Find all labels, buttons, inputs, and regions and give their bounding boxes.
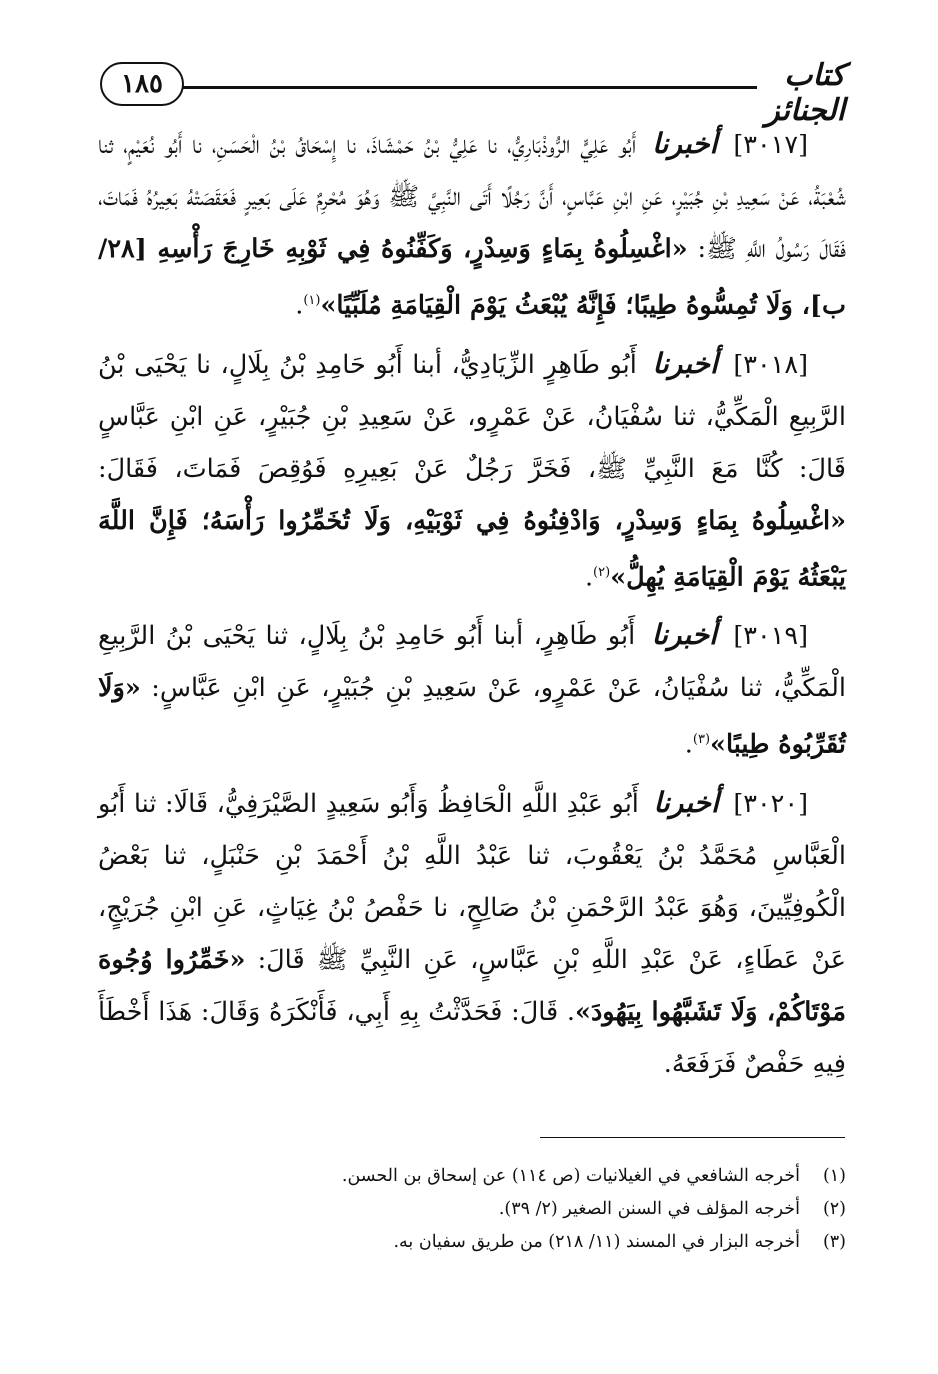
footnote-item bbox=[98, 1226, 846, 1259]
hadith-text: أَبُو عَبْدِ اللَّهِ الْحَافِظُ وَأَبُو سَعِيدٍ الصَّيْرَفِيُّ، قَالَا: ثنا أَبُو الْعَبَّاسِ مُحَمَّدُ بْنُ يَعْقُوبَ، ثنا عَبْدُ اللَّهِ بْنُ أَحْمَدَ بْنِ حَنْبَلٍ، ثنا بَعْضُ الْكُوفِيِّينَ، وَهُوَ عَبْدُ الرَّحْمَنِ بْنُ صَالِحٍ، نا حَفْصُ بْنُ غِيَاثٍ، عَنِ ابْنِ جُرَيْجٍ، عَنْ عَطَاءٍ، عَنْ عَبْدِ اللَّهِ بْنِ عَبَّاسٍ، عَنِ النَّبِيِّ ﷺ قَالَ: bbox=[98, 788, 847, 975]
hadith-number: [٣٠٢٠] bbox=[733, 788, 809, 819]
page-number: ١٨٥ bbox=[100, 62, 184, 106]
footnote-number: (١) bbox=[822, 1166, 846, 1186]
hadith-tail: . bbox=[584, 562, 594, 592]
hadith-text: أَبُو طَاهِرٍ، أبنا أَبُو حَامِدِ بْنُ بِلَالٍ، ثنا يَحْيَى بْنُ الرَّبِيعِ الْمَكِّيُّ، ثنا سُفْيَانُ، عَنْ عَمْرٍو، عَنْ سَعِيدِ بْنِ جُبَيْرٍ، عَنِ ابْنِ عَبَّاسٍ: bbox=[98, 621, 847, 703]
header-rule bbox=[182, 86, 757, 89]
hadith-number: [٣٠١٨] bbox=[733, 349, 809, 380]
hadith-3017 bbox=[98, 118, 846, 332]
hadith-3020 bbox=[98, 777, 846, 1090]
book-title: كتاب الجنائز bbox=[765, 58, 845, 128]
hadith-text: أَبُو طَاهِرٍ الزِّيَادِيُّ، أبنا أَبُو حَامِدِ بْنُ بِلَالٍ، نا يَحْيَى بْنُ الرَّبِيعِ الْمَكِّيُّ، ثنا سُفْيَانُ، عَنْ عَمْرٍو، عَنْ سَعِيدِ بْنِ جُبَيْرٍ، عَنِ ابْنِ عَبَّاسٍ قَالَ: كُنَّا مَعَ النَّبِيِّ ﷺ، فَخَرَّ رَجُلٌ عَنْ بَعِيرِهِ فَوُقِصَ فَمَاتَ، فَقَالَ: bbox=[98, 349, 846, 484]
page-header bbox=[100, 58, 845, 128]
hadith-3018 bbox=[98, 338, 846, 604]
hadith-3019 bbox=[98, 609, 846, 771]
main-text bbox=[98, 118, 846, 1096]
hadith-quote: «اغْسِلُوهُ بِمَاءٍ وَسِدْرٍ، وَكَفِّنُوهُ فِي ثَوْبِهِ خَارِجَ رَأْسِهِ [٢٨/ب]، وَلَا تُمِسُّوهُ طِيبًا؛ فَإِنَّهُ يُبْعَثُ يَوْمَ الْقِيَامَةِ مُلَبِّيًا» bbox=[98, 234, 846, 321]
hadith-text: أَبُو عَلِيٍّ الرُّوذْبَارِيُّ، نا عَلِيُّ بْنُ حَمْشَاذَ، نا إِسْحَاقُ بْنُ الْحَسَنِ، نا أَبُو نُعَيْمٍ، ثنا شُعْبَةُ، عَنْ سَعِيدِ بْنِ جُبَيْرٍ، عَنِ ابْنِ عَبَّاسٍ، أَنَّ رَجُلًا أَتَى النَّبِيَّ ﷺ وَهُوَ مُحْرِمٌ عَلَى بَعِيرٍ فَعَقَصَتْهُ بَعِيرُهُ فَمَاتَ، فَقَالَ رَسُولُ اللَّهِ ﷺ: bbox=[98, 130, 846, 264]
footnote-reference: (٣) bbox=[692, 732, 711, 747]
akhbarana-label: أخبرنا bbox=[651, 618, 717, 651]
hadith-tail: . bbox=[684, 729, 693, 760]
footnote-text: أخرجه الشافعي في الغيلانيات (ص ١١٤) عن إسحاق بن الحسن. bbox=[341, 1166, 800, 1186]
footnote-text: أخرجه المؤلف في السنن الصغير (٢/ ٣٩). bbox=[498, 1199, 800, 1219]
akhbarana-label: أخبرنا bbox=[652, 127, 718, 160]
footnotes bbox=[98, 1160, 846, 1259]
hadith-quote: «اغْسِلُوهُ بِمَاءٍ وَسِدْرٍ، وَادْفِنُوهُ فِي ثَوْبَيْهِ، وَلَا تُخَمِّرُوا رَأْسَهُ؛ فَإِنَّ اللَّهَ يَبْعَثُهُ يَوْمَ الْقِيَامَةِ يُهِلُّ» bbox=[98, 505, 847, 592]
hadith-tail: . bbox=[295, 290, 304, 321]
hadith-quote: «خَمِّرُوا وُجُوهَ مَوْتَاكُمْ، وَلَا تَشَبَّهُوا بِيَهُودَ» bbox=[98, 944, 846, 1027]
footnote-item bbox=[98, 1160, 846, 1193]
footnote-reference: (٢) bbox=[593, 564, 611, 580]
hadith-tail: . قَالَ: فَحَدَّثْتُ بِهِ أَبِي، فَأَنْكَرَهُ وَقَالَ: هَذَا أَخْطَأَ فِيهِ حَفْصٌ فَرَفَعَهُ. bbox=[98, 996, 846, 1079]
footnote-number: (٣) bbox=[822, 1232, 846, 1252]
akhbarana-label: أخبرنا bbox=[653, 785, 719, 819]
footnote-item bbox=[98, 1193, 846, 1226]
hadith-number: [٣٠١٩] bbox=[733, 621, 809, 651]
footnote-text: أخرجه البزار في المسند (١١/ ٢١٨) من طريق سفيان به. bbox=[393, 1232, 800, 1252]
akhbarana-label: أخبرنا bbox=[652, 346, 718, 380]
hadith-quote: «وَلَا تُقَرِّبُوهُ طِيبًا» bbox=[98, 673, 846, 760]
footnote-number: (٢) bbox=[822, 1199, 846, 1219]
footnote-separator bbox=[540, 1137, 845, 1138]
hadith-number: [٣٠١٧] bbox=[733, 130, 809, 160]
footnote-reference: (١) bbox=[303, 293, 321, 308]
